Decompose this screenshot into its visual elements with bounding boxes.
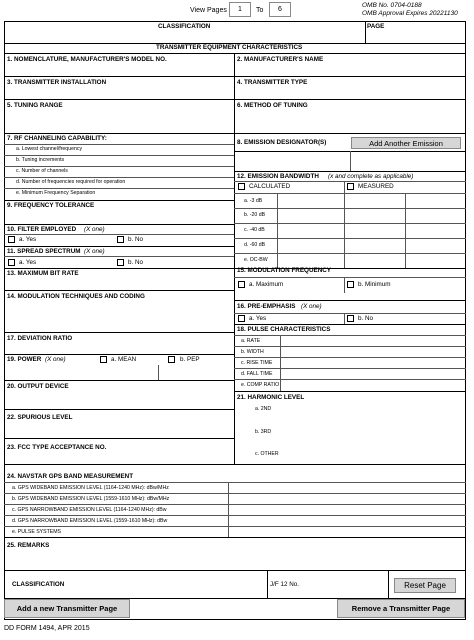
field-20-label: 20. OUTPUT DEVICE: [7, 383, 69, 390]
jf-label: J/F 12 No.: [270, 581, 300, 588]
harmonic-3rd-label: b. 3RD: [255, 429, 272, 435]
field-7d-label: d. Number of frequencies required for operation: [16, 179, 126, 185]
field-19-label: 19. POWER: [7, 356, 42, 363]
field-6-label: 6. METHOD OF TUNING: [237, 102, 308, 109]
remove-transmitter-page-button[interactable]: Remove a Transmitter Page: [337, 599, 465, 618]
bw-row-40db: c. -40 dB: [244, 227, 265, 233]
harmonic-2nd-label: a. 2ND: [255, 406, 272, 412]
form-frame: [4, 21, 466, 620]
preemph-yes-label: a. Yes: [249, 315, 267, 322]
view-pages-label: View Pages: [190, 7, 227, 14]
field-22-label: 22. SPURIOUS LEVEL: [7, 414, 73, 421]
field-11-label: 11. SPREAD SPECTRUM: [7, 248, 81, 255]
section-title: TRANSMITTER EQUIPMENT CHARACTERISTICS: [156, 44, 303, 51]
field-7b-label: b. Tuning increments: [16, 157, 65, 163]
omb-number: OMB No. 0704-0188: [362, 2, 422, 9]
page-label: PAGE: [367, 23, 385, 30]
mod-freq-min-checkbox[interactable]: [347, 281, 354, 288]
bw-row-20db: b. -20 dB: [244, 212, 266, 218]
field-21-label: 21. HARMONIC LEVEL: [237, 394, 305, 401]
field-13-label: 13. MAXIMUM BIT RATE: [7, 270, 79, 277]
to-label: To: [256, 7, 264, 14]
page-to-input[interactable]: 6: [269, 2, 291, 17]
reset-page-button[interactable]: Reset Page: [394, 578, 456, 593]
mod-freq-min-label: b. Minimum: [358, 281, 391, 288]
field-7e-label: e. Minimum Frequency Separation: [16, 190, 96, 196]
spread-yes-checkbox[interactable]: [8, 259, 15, 266]
measured-label: MEASURED: [358, 183, 394, 190]
field-9-label: 9. FREQUENCY TOLERANCE: [7, 202, 95, 209]
bw-row-3db: a. -3 dB: [244, 198, 263, 204]
gps-row-c: c. GPS NARROWBAND EMISSION LEVEL (1164-1240 MHz): dBw: [12, 507, 167, 513]
field-1-label: 1. NOMENCLATURE, MANUFACTURER'S MODEL NO.: [7, 56, 167, 63]
field-24-label: 24. NAVSTAR GPS BAND MEASUREMENT: [7, 473, 134, 480]
pulse-width-label: b. WIDTH: [241, 349, 264, 355]
filter-no-checkbox[interactable]: [117, 236, 124, 243]
power-pep-label: b. PEP: [180, 356, 200, 363]
preemph-yes-checkbox[interactable]: [238, 315, 245, 322]
field-7-label: 7. RF CHANNELING CAPABILITY:: [7, 135, 107, 142]
power-mean-label: a. MEAN: [111, 356, 137, 363]
footer-classification-label: CLASSIFICATION: [12, 581, 65, 588]
power-mean-checkbox[interactable]: [100, 356, 107, 363]
field-15-label: 15. MODULATION FREQUENCY: [237, 267, 331, 274]
page-from-input[interactable]: 1: [229, 2, 251, 17]
gps-row-e: e. PULSE SYSTEMS: [12, 529, 62, 535]
add-another-emission-button[interactable]: Add Another Emission: [351, 137, 461, 149]
pulse-rise-label: c. RISE TIME: [241, 360, 273, 366]
field-4-label: 4. TRANSMITTER TYPE: [237, 79, 308, 86]
preemph-no-label: b. No: [358, 315, 374, 322]
harmonic-other-label: c. OTHER: [255, 451, 279, 457]
calculated-label: CALCULATED: [249, 183, 291, 190]
field-11-note: (X one): [84, 248, 105, 255]
filter-no-label: b. No: [128, 236, 144, 243]
field-16-note: (X one): [301, 303, 322, 310]
pulse-fall-label: d. FALL TIME: [241, 371, 273, 377]
filter-yes-checkbox[interactable]: [8, 236, 15, 243]
mod-freq-max-label: a. Maximum: [249, 281, 284, 288]
field-5-label: 5. TUNING RANGE: [7, 102, 63, 109]
omb-expires: OMB Approval Expires 20221130: [362, 10, 458, 17]
pulse-rate-label: a. RATE: [241, 338, 261, 344]
field-12-note: (x and complete as applicable): [328, 173, 414, 180]
classification-label: CLASSIFICATION: [158, 23, 211, 30]
add-transmitter-page-button[interactable]: Add a new Transmitter Page: [4, 599, 130, 618]
field-8-label: 8. EMISSION DESIGNATOR(S): [237, 139, 327, 146]
preemph-no-checkbox[interactable]: [347, 315, 354, 322]
field-2-label: 2. MANUFACTURER'S NAME: [237, 56, 324, 63]
field-10-note: (X one): [84, 226, 105, 233]
field-7a-label: a. Lowest channel/frequency: [16, 146, 83, 152]
power-pep-checkbox[interactable]: [168, 356, 175, 363]
field-12-label: 12. EMISSION BANDWIDTH: [237, 173, 319, 180]
calculated-checkbox[interactable]: [238, 183, 245, 190]
field-18-label: 18. PULSE CHARACTERISTICS: [237, 326, 331, 333]
field-16-label: 16. PRE-EMPHASIS: [237, 303, 296, 310]
spread-no-label: b. No: [128, 259, 144, 266]
field-3-label: 3. TRANSMITTER INSTALLATION: [7, 79, 107, 86]
form-id: DD FORM 1494, APR 2015: [4, 625, 90, 632]
bw-row-60db: d. -60 dB: [244, 242, 266, 248]
mod-freq-max-checkbox[interactable]: [238, 281, 245, 288]
field-25-label: 25. REMARKS: [7, 542, 50, 549]
gps-row-a: a. GPS WIDEBAND EMISSION LEVEL (1164-1240 MHz): dBw/MHz: [12, 485, 169, 491]
spread-yes-label: a. Yes: [19, 259, 37, 266]
field-14-label: 14. MODULATION TECHNIQUES AND CODING: [7, 293, 145, 300]
bw-row-ocbw: e. OC-BW: [244, 257, 268, 263]
gps-row-d: d. GPS NARROWBAND EMISSION LEVEL (1559-1610 MHz): dBw: [12, 518, 168, 524]
field-7c-label: c. Number of channels: [16, 168, 68, 174]
gps-row-b: b. GPS WIDEBAND EMISSION LEVEL (1559-1610 MHz): dBw/MHz: [12, 496, 170, 502]
pulse-comp-label: e. COMP RATIO: [241, 382, 280, 388]
field-10-label: 10. FILTER EMPLOYED: [7, 226, 77, 233]
field-23-label: 23. FCC TYPE ACCEPTANCE NO.: [7, 444, 107, 451]
field-19-note: (X one): [45, 356, 66, 363]
spread-no-checkbox[interactable]: [117, 259, 124, 266]
measured-checkbox[interactable]: [347, 183, 354, 190]
field-17-label: 17. DEVIATION RATIO: [7, 335, 73, 342]
filter-yes-label: a. Yes: [19, 236, 37, 243]
